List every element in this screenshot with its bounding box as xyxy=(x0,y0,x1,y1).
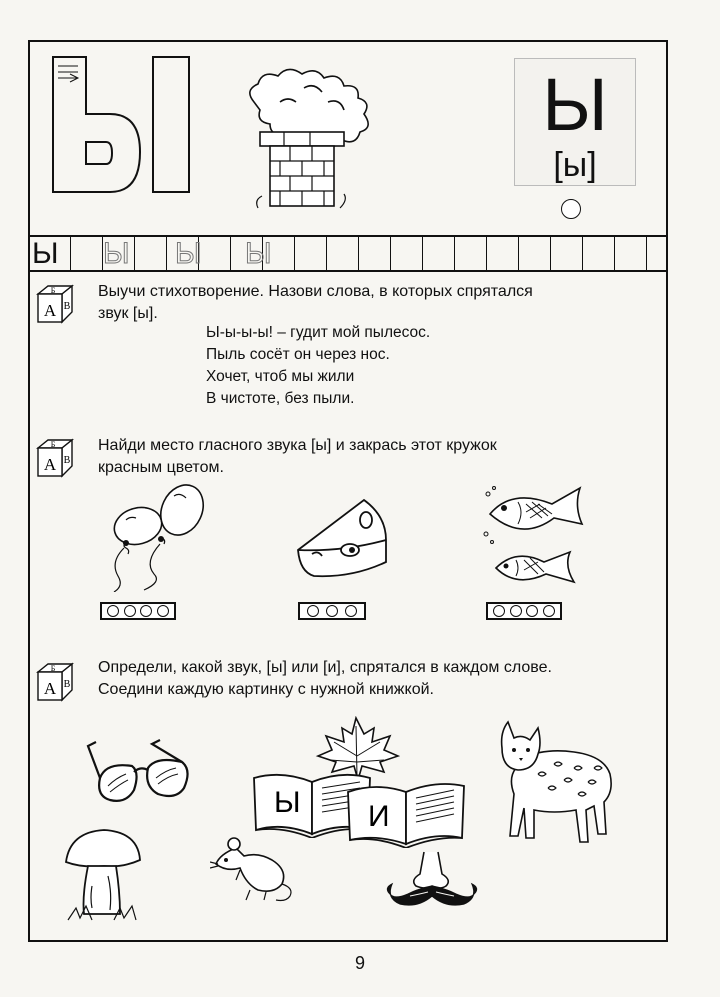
task1-line1: Выучи стихотворение. Назови слова, в которых спрятался xyxy=(98,283,533,300)
writing-cell-line xyxy=(294,237,295,270)
writing-cell-line xyxy=(646,237,647,270)
sound-circle[interactable] xyxy=(107,605,119,617)
reference-sound: [ы] xyxy=(553,146,597,184)
task2-line2: красным цветом. xyxy=(98,459,224,476)
sound-circle[interactable] xyxy=(561,199,581,219)
reference-letter: Ы xyxy=(542,63,608,146)
poem-line: Хочет, чтоб мы жили xyxy=(206,368,355,385)
writing-cell-line xyxy=(486,237,487,270)
poem-line: Ы-ы-ы-ы! – гудит мой пылесос. xyxy=(206,324,431,341)
sound-circle[interactable] xyxy=(510,605,522,617)
sound-circle[interactable] xyxy=(157,605,169,617)
cube-letter-top: Б xyxy=(50,440,56,449)
cube-icon xyxy=(34,662,74,702)
writing-cell-line xyxy=(134,237,135,270)
sample-letter: Ы xyxy=(32,237,59,270)
letter-reference-card xyxy=(514,58,636,186)
task1-line2: звук [ы]. xyxy=(98,305,158,322)
sound-scheme xyxy=(298,602,366,620)
poem xyxy=(206,322,430,410)
cube-icon xyxy=(34,284,74,324)
writing-cell-line xyxy=(454,237,455,270)
mustache-picture xyxy=(380,850,484,916)
writing-cell-line xyxy=(614,237,615,270)
lynx-picture xyxy=(494,718,618,848)
writing-cell-line xyxy=(582,237,583,270)
cube-letter-side: В xyxy=(63,679,71,690)
sound-circle[interactable] xyxy=(326,605,338,617)
sound-circle[interactable] xyxy=(543,605,555,617)
writing-cell-line xyxy=(390,237,391,270)
cheese-picture xyxy=(292,492,392,582)
cube-letter-side: В xyxy=(63,455,71,466)
balloons-picture xyxy=(104,482,216,592)
letter-writing-row xyxy=(28,237,668,270)
fish-picture xyxy=(482,482,602,590)
book-letter: Ы xyxy=(274,786,301,819)
chimney-smoke-picture xyxy=(244,62,394,212)
cube-icon xyxy=(34,438,74,478)
sound-circle[interactable] xyxy=(307,605,319,617)
sound-circle[interactable] xyxy=(493,605,505,617)
task3-instruction xyxy=(98,657,552,701)
writing-cell-line xyxy=(70,237,71,270)
cube-letter-front: А xyxy=(43,455,57,474)
cube-letter-top: Б xyxy=(50,664,56,673)
cube-letter-side: В xyxy=(63,301,71,312)
sound-circle[interactable] xyxy=(124,605,136,617)
trace-letter[interactable]: Ы xyxy=(103,237,130,270)
book-letter: И xyxy=(368,800,390,833)
glasses-picture xyxy=(82,738,212,808)
trace-letter[interactable]: Ы xyxy=(245,237,272,270)
cube-letter-front: А xyxy=(43,301,57,320)
sound-circle[interactable] xyxy=(526,605,538,617)
cube-letter-front: А xyxy=(43,679,57,698)
mushroom-picture xyxy=(62,826,144,922)
writing-cell-line xyxy=(358,237,359,270)
writing-cell-line xyxy=(518,237,519,270)
book-i-picture[interactable] xyxy=(346,778,466,848)
task1-instruction xyxy=(98,281,533,325)
task3-line2: Соедини каждую картинку с нужной книжкой. xyxy=(98,681,434,698)
big-letter-graphic xyxy=(48,52,198,202)
writing-cell-line xyxy=(166,237,167,270)
writing-cell-line xyxy=(422,237,423,270)
poem-line: В чистоте, без пыли. xyxy=(206,390,355,407)
sound-scheme xyxy=(100,602,176,620)
writing-cell-line xyxy=(230,237,231,270)
sound-circle[interactable] xyxy=(345,605,357,617)
writing-row-divider xyxy=(28,270,668,272)
sound-circle[interactable] xyxy=(140,605,152,617)
mouse-picture xyxy=(210,834,296,904)
poem-line: Пыль сосёт он через нос. xyxy=(206,346,390,363)
sound-scheme xyxy=(486,602,562,620)
page-number: 9 xyxy=(354,953,365,973)
cube-letter-top: Б xyxy=(50,286,56,295)
task3-line1: Определи, какой звук, [ы] или [и], спрятался в каждом слове. xyxy=(98,659,552,676)
task2-line1: Найди место гласного звука [ы] и закрась этот кружок xyxy=(98,437,497,454)
trace-letter[interactable]: Ы xyxy=(175,237,202,270)
task2-instruction xyxy=(98,435,497,479)
writing-cell-line xyxy=(550,237,551,270)
writing-cell-line xyxy=(326,237,327,270)
